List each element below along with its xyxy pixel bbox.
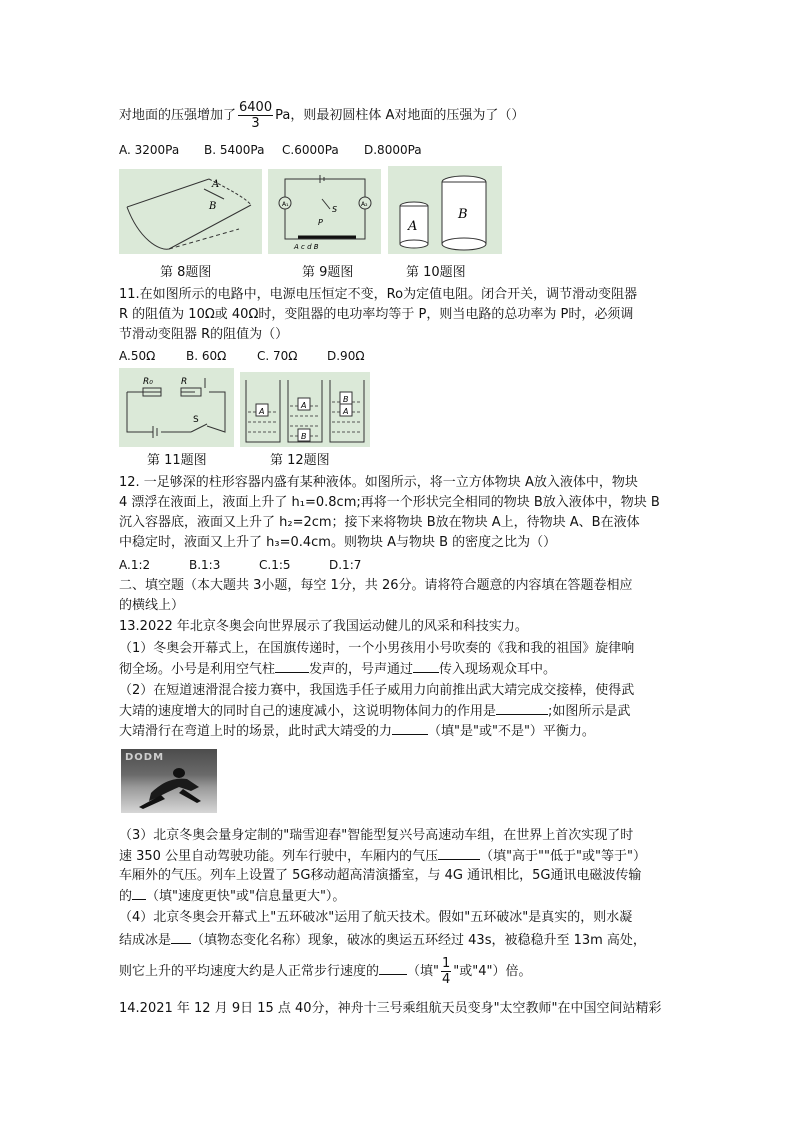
figure-11 <box>119 368 234 447</box>
figure-10 <box>388 166 502 254</box>
fig11-r-label: R <box>181 377 188 387</box>
q14-line-1: 14.2021 年 12 月 9日 15 点 40分，神舟十三号乘组航天员变身"太空教师"在中国空间站精彩 <box>119 1001 662 1016</box>
q13-p3-line-1: （3）北京冬奥会量身定制的"瑞雪迎春"智能型复兴号高速动车组，在世界上首次实现了时 <box>119 828 634 843</box>
fig8-label-b: B <box>209 201 217 212</box>
text: （填" <box>407 964 439 979</box>
fig12-a-2: A <box>301 401 307 410</box>
text: 则它上升的平均速度大约是人正常步行速度的 <box>119 964 380 979</box>
q10-options <box>119 141 422 159</box>
q13-intro: 13.2022 年北京冬奥会向世界展示了我国运动健儿的风采和科技实力。 <box>119 619 528 634</box>
option-c: C. 70Ω <box>257 349 298 363</box>
fig9-ammeter-1: A₁ <box>282 201 289 208</box>
text: （填"高于""低于"或"等于"） <box>480 849 646 864</box>
fraction-denominator: 4 <box>442 972 451 987</box>
caption-fig12: 第 12题图 <box>270 453 330 468</box>
answer-blank[interactable] <box>171 931 191 944</box>
option-b: B. 60Ω <box>186 349 227 363</box>
q13-p2-line-2 <box>119 702 630 721</box>
figure-8-drawing <box>119 169 262 254</box>
answer-blank[interactable] <box>392 722 428 735</box>
section-2-header-2: 的横线上） <box>119 598 185 613</box>
skater-photo <box>121 749 217 813</box>
option-a: A.1:2 <box>119 558 151 572</box>
q13-p3-line-2 <box>119 847 646 866</box>
fraction-numerator: 6400 <box>239 100 273 115</box>
caption-fig8: 第 8题图 <box>160 265 212 280</box>
fig9-ammeter-2: A₂ <box>361 201 368 208</box>
q12-line-4: 中稳定时，液面又上升了 h₃=0.4cm。则物块 A与物块 B 的密度之比为（） <box>119 535 557 550</box>
q12-line-1: 12. 一足够深的柱形容器内盛有某种液体。如图所示，将一立方体物块 A放入液体中，物块 <box>119 475 638 490</box>
fig9-switch-label: S <box>332 205 338 214</box>
figure-9 <box>268 169 381 254</box>
q13-p1-line-2 <box>119 660 556 679</box>
q11-line-2: R 的阻值为 10Ω或 40Ω时，变阻器的电功率均等于 P，则当电路的总功率为 P时，必须调 <box>119 307 634 322</box>
q11-line-3: 节滑动变阻器 R的阻值为（） <box>119 327 289 342</box>
q10-stem-pre: 对地面的压强增加了 <box>119 108 237 123</box>
text: （填物态变化名称）现象，破冰的奥运五环经过 43s，被稳稳升至 13m 高处， <box>191 933 646 948</box>
fig12-b-2: B <box>343 395 349 404</box>
text: 的 <box>119 889 133 904</box>
text: ;如图所示是武 <box>548 704 631 719</box>
q11-options <box>119 347 365 365</box>
q12-options <box>119 556 361 574</box>
option-c: C.6000Pa <box>282 143 339 157</box>
caption-fig9: 第 9题图 <box>302 265 354 280</box>
q10-stem <box>119 100 524 131</box>
q13-p3-line-4 <box>119 887 345 906</box>
answer-blank[interactable] <box>496 702 548 715</box>
answer-blank[interactable] <box>438 847 480 860</box>
text: 大靖的速度增大的同时自己的速度减小，这说明物体间力的作用是 <box>119 704 497 719</box>
figure-9-drawing <box>268 169 381 254</box>
q12-line-3: 沉入容器底，液面又上升了 h₂=2cm；接下来将物块 B放在物块 A上，待物块 A、B在液体 <box>119 515 640 530</box>
q12-line-2: 4 漂浮在液面上，液面上升了 h₁=0.8cm;再将一个形状完全相同的物块 B放入液体中，物块 B <box>119 495 660 510</box>
fig10-label-b: B <box>458 207 468 222</box>
text: 速 350 公里自动驾驶功能。列车行驶中，车厢内的气压 <box>119 849 439 864</box>
q13-p2-line-1: （2）在短道速滑混合接力赛中，我国选手任子威用力向前推出武大靖完成交接棒，使得武 <box>119 683 635 698</box>
answer-blank[interactable] <box>413 660 439 673</box>
q10-stem-post: Pa，则最初圆柱体 A对地面的压强为了（） <box>275 108 525 123</box>
figure-11-drawing <box>119 368 234 447</box>
text: 传入现场观众耳中。 <box>439 662 557 677</box>
text: 大靖滑行在弯道上时的场景，此时武大靖受的力 <box>119 724 393 739</box>
q13-p2-line-3 <box>119 722 595 741</box>
option-b: B. 5400Pa <box>204 143 265 157</box>
text: 发声的，号声通过 <box>309 662 414 677</box>
q13-p4-line-2 <box>119 931 646 950</box>
skater-figure <box>121 749 217 813</box>
option-a: A.50Ω <box>119 349 156 363</box>
option-b: B.1:3 <box>189 558 221 572</box>
fig9-slider-label: P <box>318 218 323 227</box>
option-d: D.90Ω <box>327 349 365 363</box>
text: 彻全场。小号是利用空气柱 <box>119 662 276 677</box>
q11-line-1: 11.在如图所示的电路中，电源电压恒定不变，Ro为定值电阻。闭合开关，调节滑动变阻器 <box>119 287 638 302</box>
caption-fig10: 第 10题图 <box>406 265 466 280</box>
answer-blank[interactable] <box>275 660 309 673</box>
fraction-denominator: 3 <box>251 116 260 131</box>
answer-blank[interactable] <box>132 887 146 900</box>
fig9-bottom-labels: A c d B <box>294 243 319 251</box>
option-c: C.1:5 <box>259 558 291 572</box>
option-a: A. 3200Pa <box>119 143 180 157</box>
q13-fraction <box>441 956 451 987</box>
text: 结成冰是 <box>119 933 172 948</box>
figure-8 <box>119 169 262 254</box>
q13-p3-line-3: 车厢外的气压。列车上设置了 5G移动超高清演播室，与 4G 通讯相比，5G通讯电磁波传输 <box>119 868 642 883</box>
q13-p1-line-1: （1）冬奥会开幕式上，在国旗传递时，一个小男孩用小号吹奏的《我和我的祖国》旋律响 <box>119 641 635 656</box>
figure-10-drawing <box>388 166 502 254</box>
caption-fig11: 第 11题图 <box>147 453 207 468</box>
q10-fraction <box>238 100 273 131</box>
fig8-label-a: A <box>212 179 220 190</box>
fig12-a-3: A <box>343 407 349 416</box>
photo-banner-text: DODM <box>125 752 165 763</box>
figure-12 <box>240 372 370 447</box>
option-d: D.1:7 <box>329 558 362 572</box>
fraction-numerator: 1 <box>442 956 451 971</box>
fig12-b-1: B <box>301 432 307 441</box>
text: "或"4"）倍。 <box>453 964 532 979</box>
option-d: D.8000Pa <box>364 143 422 157</box>
text: （填"速度更快"或"信息量更大"）。 <box>146 889 346 904</box>
fig11-r0-label: R₀ <box>143 377 153 387</box>
fig10-label-a: A <box>408 219 418 234</box>
fig11-switch-label: S <box>193 415 199 425</box>
q13-p4-line-3 <box>119 956 532 987</box>
figure-12-drawing <box>240 372 370 447</box>
fig12-a-1: A <box>259 407 265 416</box>
section-2-header-1: 二、填空题（本大题共 3小题，每空 1分，共 26分。请将符合题意的内容填在答题卷相应 <box>119 578 633 593</box>
text: （填"是"或"不是"）平衡力。 <box>428 724 595 739</box>
answer-blank[interactable] <box>379 962 407 975</box>
q13-p4-line-1: （4）北京冬奥会开幕式上"五环破冰"运用了航天技术。假如"五环破冰"是真实的，则水凝 <box>119 910 633 925</box>
